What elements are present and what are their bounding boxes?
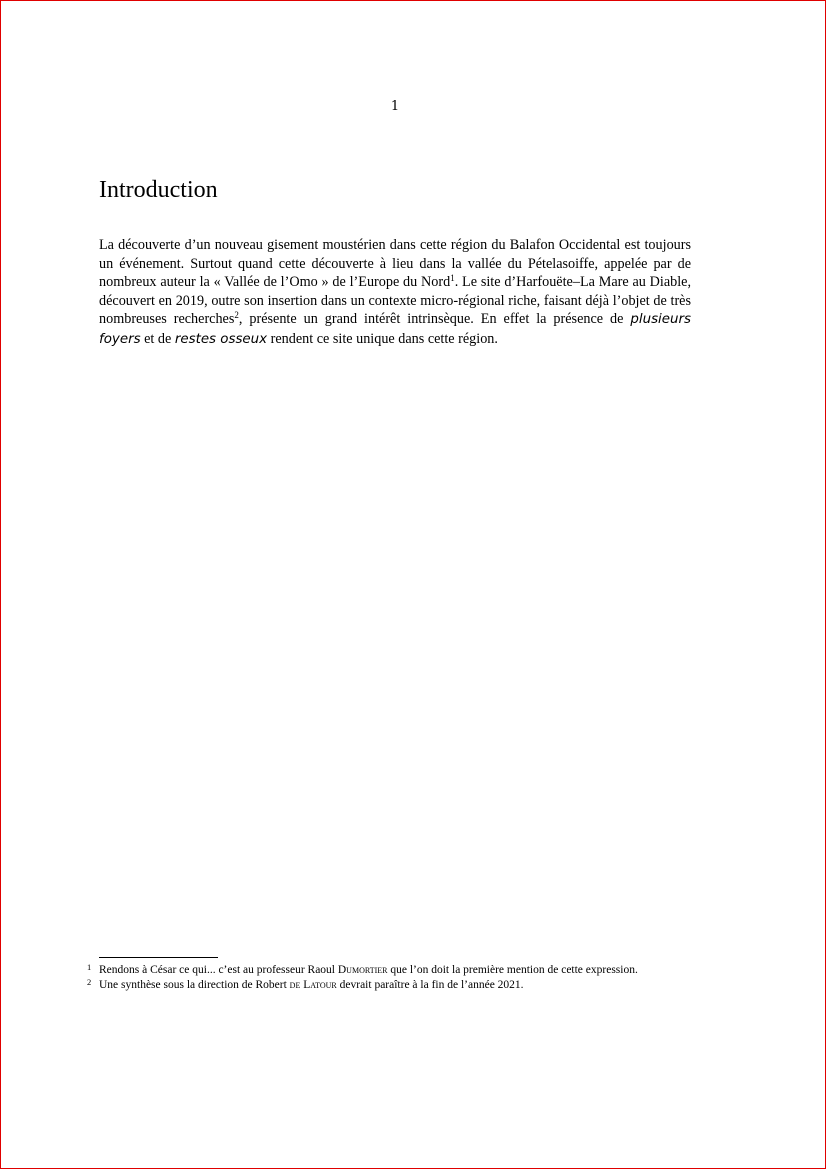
paragraph-text-3: , présente un grand intérêt intrinsèque. En effet la présence de bbox=[238, 311, 631, 327]
section-title: Introduction bbox=[99, 177, 218, 203]
paragraph-text-4: et de bbox=[140, 330, 175, 347]
footnote-ref-2[interactable]: 2 bbox=[234, 310, 239, 320]
paragraph-text-1: La découverte d’un nouveau gisement moustérien dans cette région du Balafon Occidental est toujours un événement. Surtout quand cette découverte à lieu dans la vallée du Pételasoiffe, appelée par de nombreux auteur la « Vallée de l’Omo » de l’Europe du Nord bbox=[99, 237, 691, 290]
footnote-2 bbox=[87, 978, 691, 993]
footnote-separator bbox=[99, 957, 218, 958]
intro-paragraph bbox=[99, 236, 691, 349]
footnote-text: Rendons à César ce qui... c’est au professeur Raoul bbox=[99, 964, 338, 976]
emphasis-restes: restes osseux bbox=[174, 331, 268, 347]
emphasis-foyers: plusieurs foyers bbox=[99, 312, 691, 347]
footnote-1 bbox=[87, 963, 691, 978]
footnote-text: que l’on doit la première mention de cette expression. bbox=[387, 964, 638, 976]
paragraph-text-5: rendent ce site unique dans cette région. bbox=[267, 330, 498, 347]
paragraph-text-2: . Le site d’Harfouëte–La Mare au Diable, découvert en 2019, outre son insertion dans un contexte micro-régional riche, faisant déjà l’objet de très nombreuses recherches bbox=[99, 274, 691, 327]
footnotes bbox=[87, 963, 691, 992]
page-number: 1 bbox=[390, 99, 400, 114]
footnote-mark: 1 bbox=[87, 962, 92, 972]
footnote-text: devrait paraître à la fin de l’année 2021. bbox=[336, 978, 524, 991]
author-name: de Latour bbox=[289, 978, 337, 991]
author-name: Dumortier bbox=[337, 964, 388, 976]
footnote-mark: 2 bbox=[87, 976, 92, 987]
footnote-text: Une synthèse sous la direction de Robert bbox=[99, 978, 290, 991]
footnote-ref-1[interactable]: 1 bbox=[450, 273, 455, 283]
